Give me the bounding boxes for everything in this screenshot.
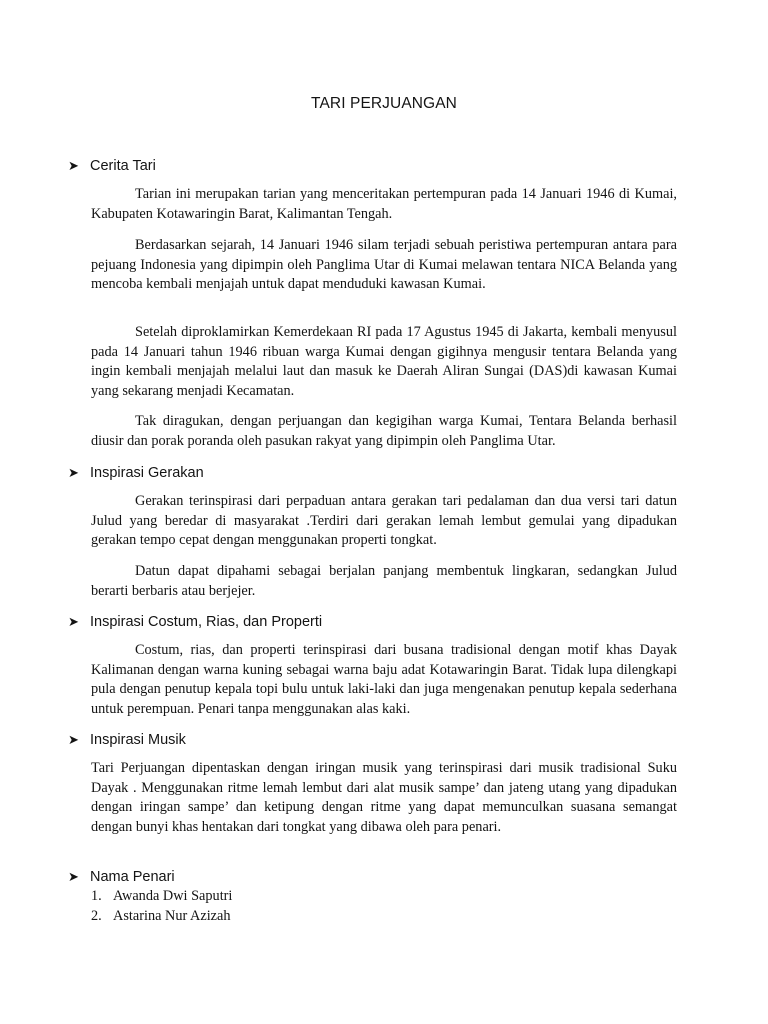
paragraph: Setelah diproklamirkan Kemerdekaan RI pada 17 Agustus 1945 di Jakarta, kembali menyusul pada 14 Januari tahun 1946 ribuan warga Kumai dengan gigihnya mengusir tentara Belanda yang ingin kembali menjajah melalui laut dan masuk ke Daerah Aliran Sungai (DAS)di kawasan Kumai yang sekarang menjadi Kecamatan.	[91, 324, 677, 400]
page-title: TARI PERJUANGAN	[311, 95, 457, 112]
section-heading-inspirasi-musik	[68, 731, 186, 749]
list-item-name: Awanda Dwi Saputri	[113, 888, 233, 904]
list-item	[91, 906, 232, 926]
paragraph: Datun dapat dipahami sebagai berjalan panjang membentuk lingkaran, sedangkan Julud berarti berbaris atau berjejer.	[91, 563, 677, 599]
arrow-bullet-icon: ➤	[68, 614, 79, 629]
paragraph: Tarian ini merupakan tarian yang menceritakan pertempuran pada 14 Januari 1946 di Kumai, Kabupaten Kotawaringin Barat, Kalimantan Tengah.	[91, 186, 677, 222]
section-heading-label: Inspirasi Musik	[90, 732, 186, 748]
paragraph: Tak diragukan, dengan perjuangan dan kegigihan warga Kumai, Tentara Belanda berhasil diusir dan porak poranda oleh pasukan rakyat yang dipimpin oleh Panglima Utar.	[91, 413, 677, 449]
list-item	[91, 886, 232, 906]
section-heading-label: Cerita Tari	[90, 158, 156, 174]
section-heading-inspirasi-gerakan	[68, 464, 204, 482]
arrow-bullet-icon: ➤	[68, 465, 79, 480]
section-heading-cerita-tari	[68, 157, 156, 175]
section-heading-label: Inspirasi Gerakan	[90, 465, 204, 481]
list-item-number: 2.	[91, 908, 102, 924]
paragraph: Costum, rias, dan properti terinspirasi dari busana tradisional dengan motif khas Dayak Kalimanan dengan warna kuning sebagai warna baju adat Kotawaringin Barat. Tidak lupa dilengkapi pula dengan penutup kepala topi bulu untuk laki-laki dan juga mengenakan penutup kepala sederhana untuk perempuan. Penari tanpa menggunakan alas kaki.	[91, 642, 677, 718]
dancer-list	[91, 886, 232, 926]
paragraph: Tari Perjuangan dipentaskan dengan iringan musik yang terinspirasi dari musik tradisional Suku Dayak . Menggunakan ritme lemah lembut dari alat musik sampe’ dan jateng utang yang dipadukan dengan iringan sampe’ dan ketipung dengan ritme yang dapat memunculkan suasana semangat dengan bunyi khas hentakan dari tongkat yang dibawa oleh para penari.	[91, 760, 677, 836]
section-heading-label: Nama Penari	[90, 869, 175, 885]
section-heading-nama-penari	[68, 868, 175, 886]
section-heading-inspirasi-costum	[68, 613, 322, 631]
list-item-number: 1.	[91, 888, 102, 904]
section-heading-label: Inspirasi Costum, Rias, dan Properti	[90, 614, 323, 630]
paragraph: Berdasarkan sejarah, 14 Januari 1946 silam terjadi sebuah peristiwa pertempuran antara para pejuang Indonesia yang dipimpin oleh Panglima Utar di Kumai melawan tentara NICA Belanda yang mencoba kembali menjajah untuk dapat menduduki kawasan Kumai.	[91, 237, 677, 293]
list-item-name: Astarina Nur Azizah	[113, 908, 231, 924]
arrow-bullet-icon: ➤	[68, 869, 79, 884]
paragraph: Gerakan terinspirasi dari perpaduan antara gerakan tari pedalaman dan dua versi tari datun Julud yang beredar di masyarakat .Terdiri dari gerakan lemah lembut gemulai yang dipadukan gerakan tempo cepat dengan menggunakan properti tongkat.	[91, 493, 677, 549]
arrow-bullet-icon: ➤	[68, 158, 79, 173]
arrow-bullet-icon: ➤	[68, 732, 79, 747]
